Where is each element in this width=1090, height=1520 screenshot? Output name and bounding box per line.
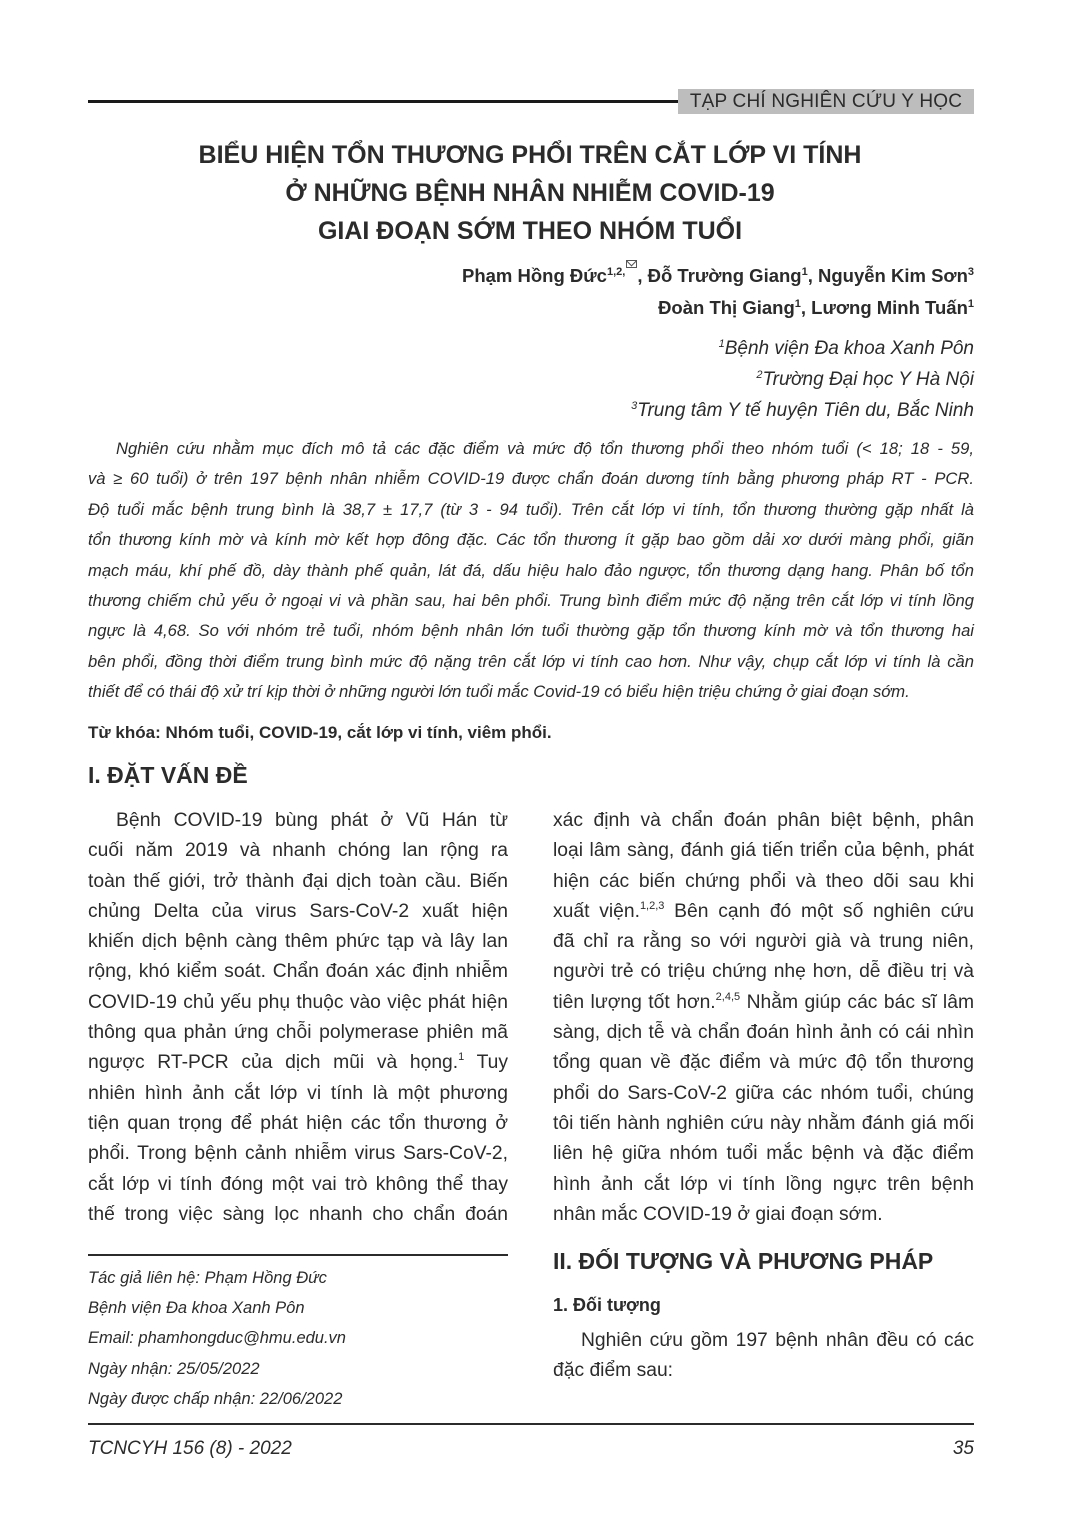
body-line: loại lâm sàng, đánh giá tiến triển của bệnh, phát xyxy=(553,840,974,862)
body-line: toàn thế giới, trở thành đại dịch toàn cầu. Biến xyxy=(88,870,508,892)
body-line: phổi. Trong bệnh cảnh nhiễm virus Sars-CoV-2, xyxy=(88,1143,508,1165)
abstract xyxy=(88,434,974,708)
author-name: , Nguyễn Kim Sơn xyxy=(807,265,968,286)
left-column xyxy=(88,806,508,1230)
body-line: thông qua phản ứng chỗi polymerase phiên mã xyxy=(88,1022,508,1044)
body-line: nhân mắc COVID-19 ở giai đoạn sớm. xyxy=(553,1203,883,1225)
subsection-heading: 1. Đối tượng xyxy=(553,1295,661,1315)
author-sup: 1 xyxy=(794,298,801,310)
body-text: Tuy xyxy=(464,1052,508,1074)
body-text: ngược RT-PCR của dịch mũi và họng. xyxy=(88,1052,459,1074)
envelope-icon xyxy=(626,260,637,268)
affiliation xyxy=(631,395,974,426)
abstract-line: bên phổi, đồng thời điểm trung bình mức độ nặng trên cắt lớp vi tính cao hơn. Như vậy, chụp cắt lớp vi tính là cần xyxy=(88,651,974,671)
abstract-line: và ≥ 60 tuổi) ở trên 197 bệnh nhân nhiễm COVID-19 được chẩn đoán dương tính bằng phương pháp RT - PCR. xyxy=(88,469,974,489)
affiliation-sup: 3 xyxy=(631,400,638,412)
body-line: cuối năm 2019 và nhanh chóng lan rộng ra xyxy=(88,840,508,862)
author-line xyxy=(462,260,974,292)
affiliations xyxy=(631,333,974,426)
body-line: tôi tiến hành nghiên cứu này nhằm đánh giá mối xyxy=(553,1112,974,1134)
author-sup: 1 xyxy=(967,298,974,310)
body-line: COVID-19 chủ yếu phụ thuộc vào việc phát hiện xyxy=(88,991,508,1013)
author-name: , Lương Minh Tuấn xyxy=(800,297,968,318)
title-line: Ở NHỮNG BỆNH NHÂN NHIỄM COVID-19 xyxy=(285,179,775,207)
journal-name: TẠP CHÍ NGHIÊN CỨU Y HỌC xyxy=(678,89,974,114)
body-line: cắt lớp vi tính đóng một vai trò không thể thay xyxy=(88,1173,508,1195)
body-line: xác định và chẩn đoán phân biệt bệnh, phân xyxy=(553,810,974,831)
footnote-line: Bệnh viện Đa khoa Xanh Pôn xyxy=(88,1299,305,1318)
body-line: tiện quan trọng để phát hiện các tổn thương ở xyxy=(88,1112,508,1134)
abstract-line: thương chiếm chủ yếu ở ngoại vi và phần sau, hai bên phổi. Trung bình điểm mức độ nặng trên cắt lớp vi tính lồng xyxy=(88,591,974,611)
citation: 1 xyxy=(458,1051,465,1064)
body-line: sàng, dịch tễ và chẩn đoán hình ảnh có cái nhìn xyxy=(553,1022,974,1044)
body-text: Nhằm giúp các bác sĩ lâm xyxy=(740,991,975,1013)
footnote-line: Tác giả liên hệ: Phạm Hồng Đức xyxy=(88,1269,327,1287)
affiliation-text: Trường Đại học Y Hà Nội xyxy=(762,369,974,390)
keywords: Từ khóa: Nhóm tuổi, COVID-19, cắt lớp vi tính, viêm phổi. xyxy=(88,723,552,742)
body-text: xuất viện. xyxy=(553,900,640,922)
footnote-rule xyxy=(88,1254,508,1256)
title-line: BIỂU HIỆN TỔN THƯƠNG PHỔI TRÊN CẮT LỚP VI TÍNH xyxy=(198,141,862,169)
body-line: đã chỉ ra rằng so với người già và trung niên, xyxy=(553,931,974,953)
section-heading: I. ĐẶT VẤN ĐỀ xyxy=(88,762,248,788)
author-sup xyxy=(607,266,637,278)
body-line: khiến dịch bệnh càng thêm phức tạp và lây lan xyxy=(88,931,508,953)
body-line: người trẻ có triệu chứng nhẹ hơn, dễ điều trị và xyxy=(553,961,974,983)
body-line: hiện các biến chứng phổi và theo dõi sau khi xyxy=(553,870,974,892)
author-sup: 1 xyxy=(801,266,808,278)
body-line xyxy=(553,988,974,1018)
author-name: , Đỗ Trường Giang xyxy=(637,265,802,286)
footnote-line: Email: phamhongduc@hmu.edu.vn xyxy=(88,1329,346,1348)
author-sup: 3 xyxy=(967,266,974,278)
body-line: Nghiên cứu gồm 197 bệnh nhân đều có các xyxy=(581,1330,974,1351)
section2-paragraph xyxy=(553,1326,974,1387)
footer-rule xyxy=(88,1423,974,1425)
article-title xyxy=(95,136,965,250)
abstract-line: Nghiên cứu nhằm mục đích mô tả các đặc điểm và mức độ tổn thương phổi theo nhóm tuổi (< 18; 18 - 59, xyxy=(116,439,974,458)
body-line xyxy=(88,1048,508,1078)
abstract-line: mạch máu, khí phế đồ, dày thành phế quản, lát đá, dấu hiệu halo đảo ngược, tổn thương dạng hang. Phân bố tổn xyxy=(88,560,974,580)
title-line: GIAI ĐOẠN SỚM THEO NHÓM TUỔI xyxy=(317,217,743,245)
body-text: tiên lượng tốt hơn. xyxy=(553,991,716,1013)
footnote-line: Ngày được chấp nhận: 22/06/2022 xyxy=(88,1389,343,1408)
body-line: liên hệ giữa nhóm tuổi mắc bệnh và đặc điểm xyxy=(553,1143,974,1165)
affiliation xyxy=(631,364,974,395)
journal-issue: TCNCYH 156 (8) - 2022 xyxy=(88,1438,292,1459)
body-line: rộng, khó kiểm soát. Chẩn đoán xác định nhiễm xyxy=(88,961,508,983)
affiliation-sup: 1 xyxy=(718,338,725,350)
correspondence-footnote xyxy=(88,1263,346,1414)
author-name: Phạm Hồng Đức xyxy=(462,265,607,286)
abstract-line: thiết để có thái độ xử trí kịp thời ở những người lớn tuổi mắc Covid-19 có biểu hiện triệu chứng ở giai đoạn sớm. xyxy=(88,682,910,702)
author-name: Đoàn Thị Giang xyxy=(658,297,795,318)
citation: 2,4,5 xyxy=(715,990,741,1003)
body-line: đặc điểm sau: xyxy=(553,1360,674,1382)
body-line: Bệnh COVID-19 bùng phát ở Vũ Hán từ xyxy=(116,810,508,831)
body-line: tổng quan về đặc điểm và mức độ tổn thương xyxy=(553,1052,974,1074)
author-line xyxy=(462,292,974,324)
right-column xyxy=(553,806,974,1230)
abstract-line: ngực là 4,68. So với nhóm trẻ tuổi, nhóm bệnh nhân lớn tuổi thường gặp tổn thương kính mờ và tổn thương hai xyxy=(88,621,974,641)
body-line: nhiên hình ảnh cắt lớp vi tính là một phương xyxy=(88,1082,508,1104)
abstract-line: tổn thương kính mờ và kính mờ kết hợp đông đặc. Các tổn thương ít gặp bao gồm dải xơ dưới màng phổi, giãn xyxy=(88,530,974,550)
body-text: Bên cạnh đó một số nghiên cứu xyxy=(664,900,974,922)
authors xyxy=(462,260,974,324)
citation: 1,2,3 xyxy=(639,899,665,912)
section-heading: II. ĐỐI TƯỢNG VÀ PHƯƠNG PHÁP xyxy=(553,1248,934,1274)
abstract-line: Độ tuổi mắc bệnh trung bình là 38,7 ± 17,7 (từ 3 - 94 tuổi). Trên cắt lớp vi tính, tổn thương thường gặp nhất là xyxy=(88,499,974,519)
footnote-line: Ngày nhận: 25/05/2022 xyxy=(88,1359,260,1378)
body-line: hình ảnh cắt lớp vi tính lồng ngực trên bệnh xyxy=(553,1173,974,1195)
body-line: phổi do Sars-CoV-2 giữa các nhóm tuổi, chúng xyxy=(553,1082,974,1104)
author-sup-text: 1,2, xyxy=(606,266,626,278)
affiliation-sup: 2 xyxy=(756,369,763,381)
body-line: chủng Delta của virus Sars-CoV-2 xuất hiện xyxy=(88,900,508,922)
page-number: 35 xyxy=(952,1438,974,1459)
body-line: thế trong việc sàng lọc nhanh cho chẩn đoán xyxy=(88,1203,508,1225)
header-rule xyxy=(88,100,678,103)
affiliation-text: Bệnh viện Đa khoa Xanh Pôn xyxy=(724,338,974,359)
affiliation xyxy=(631,333,974,364)
body-line xyxy=(553,897,974,927)
affiliation-text: Trung tâm Y tế huyện Tiên du, Bắc Ninh xyxy=(637,400,974,421)
